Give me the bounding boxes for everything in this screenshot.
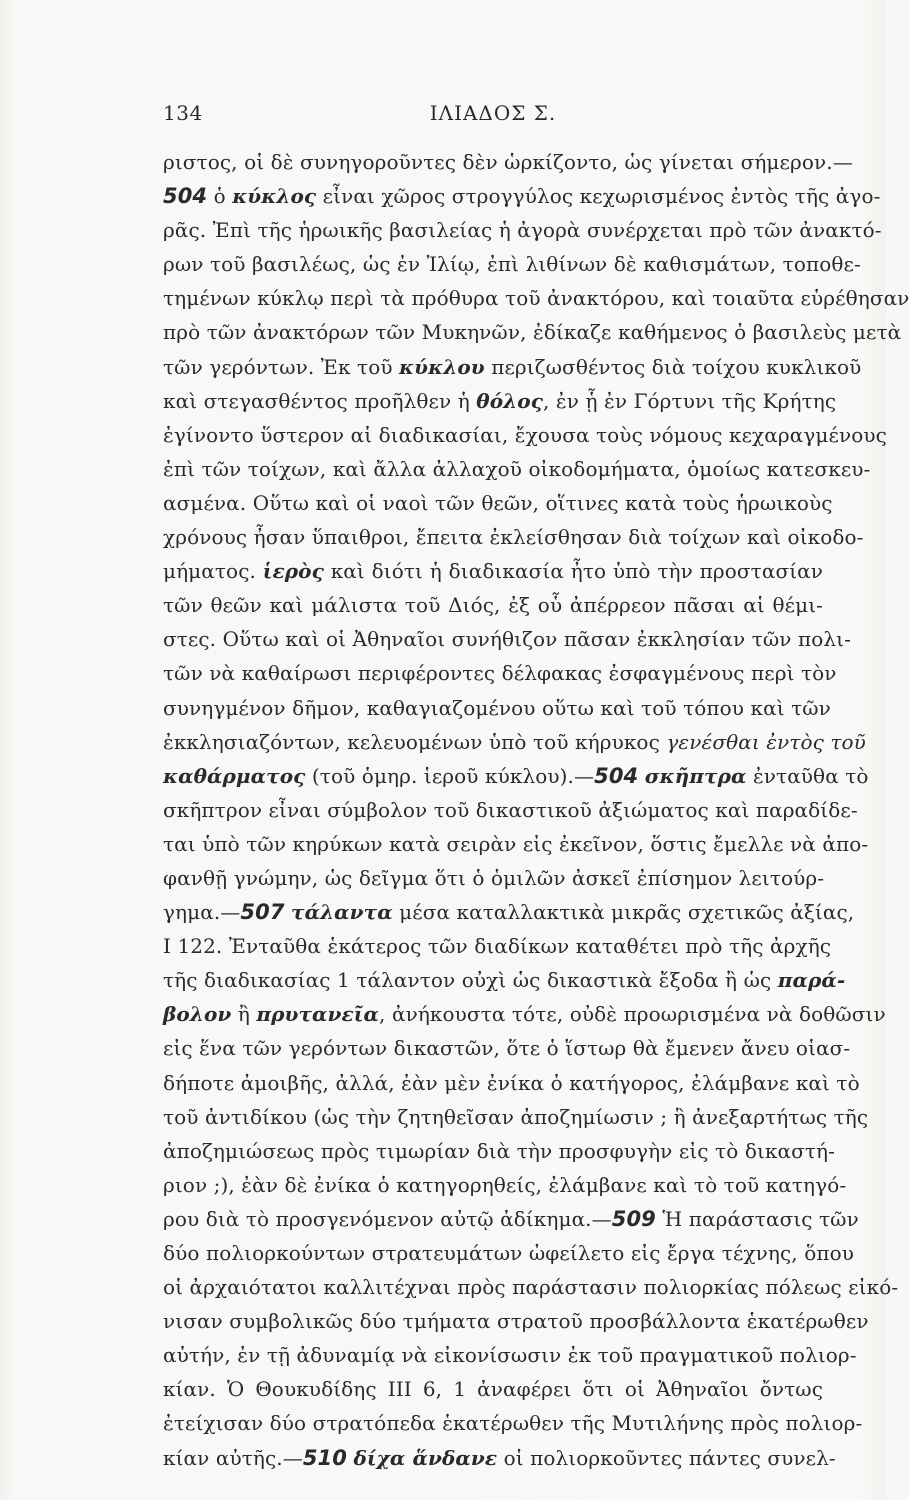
lemma-term: καθάρματος (163, 763, 306, 788)
text-segment: ἐγίνοντο ὕστερον αἱ διαδικασίαι, ἔχουσα τοὺς νόμους κεχαραγμένους (163, 422, 887, 447)
text-line (163, 861, 823, 895)
text-segment: περιζωσθέντος διὰ τοίχου κυκλικοῦ (484, 354, 862, 379)
text-line (163, 554, 823, 588)
verse-number: 504 (594, 763, 639, 788)
text-line (163, 1304, 869, 1338)
text-line (163, 179, 881, 213)
text-line (163, 963, 846, 997)
text-segment: κίαν. Ὁ Θουκυδίδης ΙΙΙ 6, 1 ἀναφέρει ὅτι οἱ Ἀθηναῖοι ὄντως (163, 1377, 823, 1402)
text-line (163, 213, 882, 247)
lemma-term: πρυτανεῖα (256, 1002, 380, 1027)
text-segment: ρων τοῦ βασιλέως, ὡς ἐν Ἰλίῳ, ἐπὶ λιθίνων δὲ καθισμάτων, τοποθε- (163, 252, 861, 277)
text-line (163, 1202, 859, 1236)
text-line (163, 1100, 869, 1134)
text-line (163, 1270, 899, 1304)
text-segment: τημένων κύκλῳ περὶ τὰ πρόθυρα τοῦ ἀνακτόρου, καὶ τοιαῦτα εὑρέθησαν (163, 286, 909, 311)
text-segment: κίαν αὐτῆς.— (163, 1445, 303, 1470)
text-line (163, 588, 823, 622)
lemma-term: κύκλος (232, 184, 317, 209)
text-segment: καὶ διότι ἡ διαδικασία ἦτο ὑπὸ τὴν προστασίαν (323, 559, 823, 584)
page-number: 134 (163, 101, 203, 125)
italic-quote: γενέσθαι ἐντὸς τοῦ (666, 729, 866, 754)
text-segment: τοῦ ἀντιδίκου (ὡς τὴν ζητηθεῖσαν ἀποζημίωσιν ; ἢ ἀνεξαρτήτως τῆς (163, 1104, 869, 1129)
text-segment: μήματος. (163, 559, 263, 584)
text-segment: ἐτείχισαν δύο στρατόπεδα ἑκατέρωθεν τῆς Μυτιλήνης πρὸς πολιορ- (163, 1411, 863, 1436)
text-segment: καὶ στεγασθέντος προῆλθεν ἡ (163, 388, 477, 413)
text-segment: ἐκκλησιαζόντων, κελευομένων ὑπὸ τοῦ κήρυκος (163, 729, 667, 754)
verse-number: 507 (240, 900, 285, 925)
lemma-term: δίχα ἅνδανε (353, 1445, 498, 1470)
lemma-term: παρά- (777, 968, 846, 993)
page-header (163, 101, 823, 127)
text-segment: αὐτήν, ἐν τῇ ἀδυναμίᾳ νὰ εἰκονίσωσιν ἐκ τοῦ πραγματικοῦ πολιορ- (163, 1343, 857, 1368)
text-line (163, 622, 851, 656)
text-segment: οἱ πολιορκοῦντες πάντες συνελ- (497, 1445, 836, 1470)
text-segment: τῶν θεῶν καὶ μάλιστα τοῦ Διός, ἐξ οὗ ἀπέρρεον πᾶσαι αἱ θέμι- (163, 593, 823, 618)
text-segment: ρου διὰ τὸ προσγενόμενον αὐτῷ ἀδίκημα.— (163, 1206, 612, 1231)
text-segment: δύο πολιορκούντων στρατευμάτων ὠφείλετο εἰς ἔργα τέχνης, ὅπου (163, 1241, 854, 1265)
lemma-term: θόλος (476, 388, 544, 413)
text-segment: δήποτε ἀμοιβῆς, ἀλλά, ἐὰν μὲν ἐνίκα ὁ κατήγορος, ἐλάμβανε καὶ τὸ (163, 1070, 860, 1095)
text-segment: ἀποζημιώσεως πρὸς τιμωρίαν διὰ τὴν προσφυγὴν εἰς τὸ δικαστή- (163, 1138, 835, 1163)
text-line (163, 418, 887, 452)
text-segment: ἐνταῦθα τὸ (746, 763, 869, 788)
text-line (163, 1031, 851, 1065)
text-line (163, 247, 861, 281)
running-title: ΙΛΙΑΔΟΣ Σ. (429, 101, 557, 125)
text-segment: οἱ ἀρχαιότατοι καλλιτέχναι πρὸς παράστασιν πολιορκίας πόλεως εἰκό- (163, 1275, 899, 1300)
lemma-term: ἱερὸς (262, 559, 324, 584)
text-line (163, 384, 837, 418)
text-segment: πρὸ τῶν ἀνακτόρων τῶν Μυκηνῶν, ἐδίκαζε καθήμενος ὁ βασιλεὺς μετὰ (163, 320, 902, 345)
text-line (163, 997, 886, 1031)
text-line (163, 145, 853, 179)
verse-number: 504 (163, 184, 208, 209)
text-segment: τῶν νὰ καθαίρωσι περιφέροντες δέλφακας ἐσφαγμένους περὶ τὸν (163, 661, 837, 686)
lemma-term: τάλαντα (291, 900, 393, 925)
text-segment: ται ὑπὸ τῶν κηρύκων κατὰ σειρὰν εἰς ἐκεῖνον, ὅστις ἔμελλε νὰ ἀπο- (163, 831, 869, 856)
text-line (163, 1406, 863, 1440)
text-line (163, 725, 866, 759)
text-segment: ασμένα. Οὕτω καὶ οἱ ναοὶ τῶν θεῶν, οἵτινες κατὰ τοὺς ἡρωικοὺς (163, 490, 833, 515)
text-line (163, 827, 869, 861)
text-segment: , ἐν ᾗ ἐν Γόρτυνι τῆς Κρήτης (543, 388, 837, 413)
text-line (163, 793, 858, 827)
text-segment: ἐπὶ τῶν τοίχων, καὶ ἄλλα ἀλλαχοῦ οἰκοδομήματα, ὁμοίως κατεσκευ- (163, 456, 871, 481)
text-segment: τῆς διαδικασίας 1 τάλαντον οὐχὶ ὡς δικαστικὰ ἔξοδα ἢ ὡς (163, 968, 778, 993)
commentary-text (163, 145, 909, 1475)
text-line (163, 691, 831, 725)
text-segment: εἰς ἕνα τῶν γερόντων δικαστῶν, ὅτε ὁ ἵστωρ θὰ ἔμενεν ἄνευ οἱασ- (163, 1036, 851, 1061)
text-segment: εἶναι χῶρος στρογγύλος κεχωρισμένος ἐντὸς τῆς ἀγο- (316, 184, 881, 209)
text-segment: νισαν συμβολικῶς δύο τμήματα στρατοῦ προσβάλλοντα ἑκατέρωθεν (163, 1309, 869, 1334)
text-line (163, 1372, 823, 1406)
lemma-term: βολον (163, 1002, 232, 1027)
text-segment: ἢ (231, 1002, 257, 1027)
text-segment: τῶν γερόντων. Ἐκ τοῦ (163, 354, 400, 379)
text-segment: φανθῇ γνώμην, ὡς δεῖγμα ὅτι ὁ ὁμιλῶν ἀσκεῖ ἐπίσημον λειτούρ- (163, 865, 825, 890)
lemma-term: κύκλου (399, 354, 485, 379)
text-line (163, 1441, 836, 1475)
text-segment: χρόνους ἦσαν ὕπαιθροι, ἔπειτα ἐκλείσθησαν διὰ τοίχων καὶ οἰκοδο- (163, 525, 864, 550)
verse-number: 509 (611, 1206, 656, 1231)
text-line (163, 759, 869, 793)
text-segment: ὁ (207, 184, 233, 209)
text-line (163, 1338, 857, 1372)
text-segment: ριον ;), ἐὰν δὲ ἐνίκα ὁ κατηγορηθείς, ἐλάμβανε καὶ τὸ τοῦ κατηγό- (163, 1172, 847, 1197)
text-line (163, 1236, 854, 1270)
text-line (163, 350, 862, 384)
text-line (163, 656, 837, 690)
text-line (163, 452, 871, 486)
text-line (163, 929, 832, 963)
text-line (163, 1066, 860, 1100)
text-segment: μέσα καταλλακτικὰ μικρᾶς σχετικῶς ἀξίας, (392, 900, 855, 925)
text-segment: Ἡ παράστασις τῶν (655, 1206, 859, 1231)
lemma-term: σκῆπτρα (644, 763, 747, 788)
text-line (163, 486, 833, 520)
text-segment: ρᾶς. Ἐπὶ τῆς ἡρωικῆς βασιλείας ἡ ἀγορὰ συνέρχεται πρὸ τῶν ἀνακτό- (163, 218, 882, 243)
text-segment: ριστος, οἱ δὲ συνηγοροῦντες δὲν ὡρκίζοντο, ὡς γίνεται σήμερον.— (163, 150, 853, 174)
text-segment: στες. Οὕτω καὶ οἱ Ἀθηναῖοι συνήθιζον πᾶσαν ἐκκλησίαν τῶν πολι- (163, 627, 851, 652)
text-segment: (τοῦ ὁμηρ. ἱεροῦ κύκλου).— (305, 763, 595, 788)
text-line (163, 315, 902, 349)
text-segment: γημα.— (163, 900, 241, 925)
text-segment: σκῆπτρον εἶναι σύμβολον τοῦ δικαστικοῦ ἀξιώματος καὶ παραδίδε- (163, 797, 858, 822)
text-line (163, 895, 855, 929)
text-segment: συνηγμένον δῆμον, καθαγιαζομένου οὕτω καὶ τοῦ τόπου καὶ τῶν (163, 695, 831, 720)
text-segment: , ἀνήκουστα τότε, οὐδὲ προωρισμένα νὰ δοθῶσιν (379, 1002, 886, 1027)
text-line (163, 1168, 847, 1202)
text-line (163, 1134, 835, 1168)
text-line (163, 520, 864, 554)
text-line (163, 281, 909, 315)
text-segment: Ι 122. Ἐνταῦθα ἑκάτερος τῶν διαδίκων καταθέτει πρὸ τῆς ἀρχῆς (163, 934, 832, 959)
verse-number: 510 (302, 1445, 347, 1470)
